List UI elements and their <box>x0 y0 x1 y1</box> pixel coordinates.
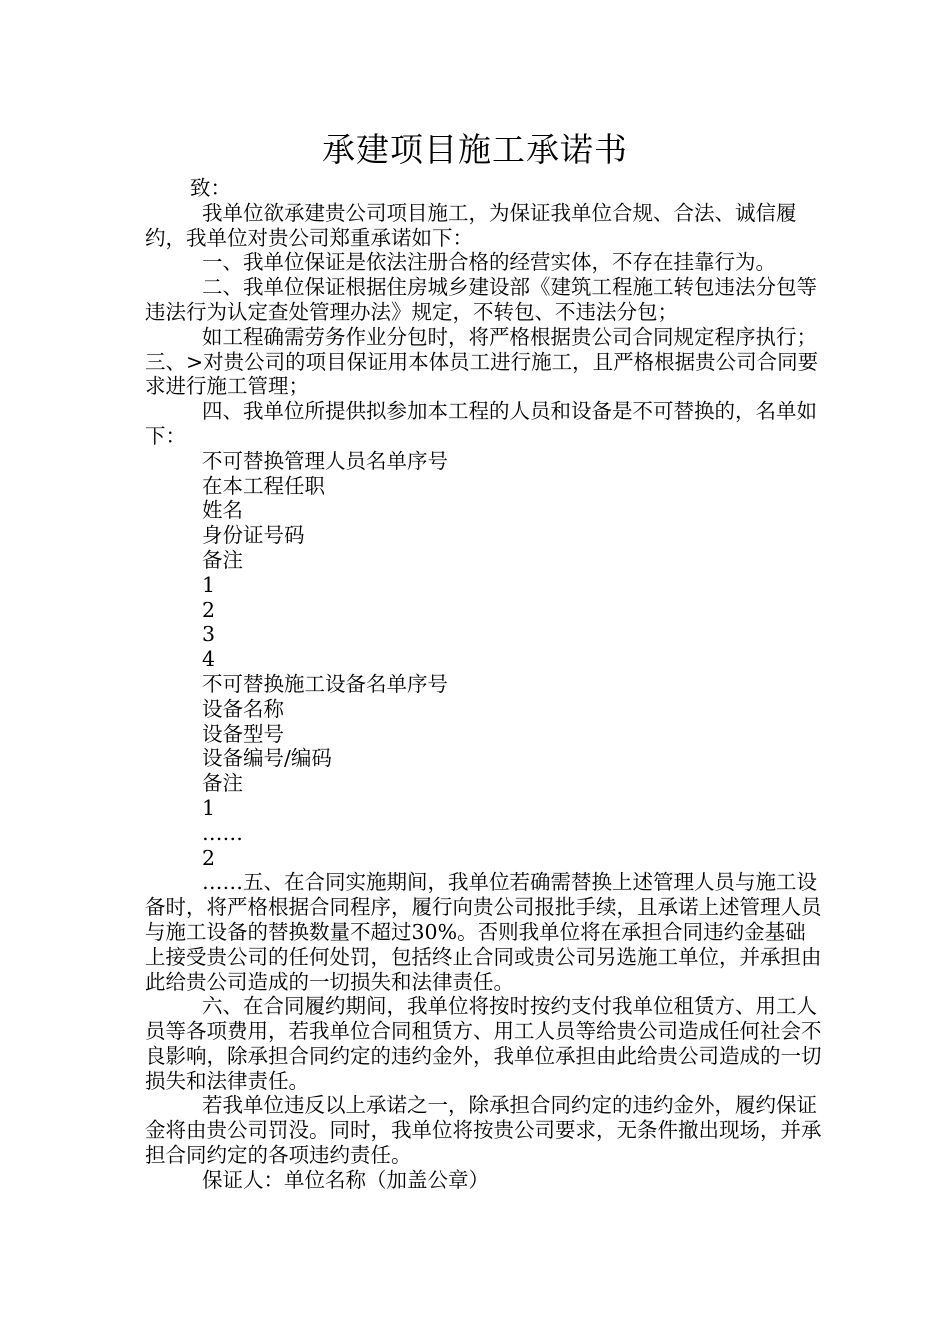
clause-1: 一、我单位保证是依法注册合格的经营实体，不存在挂靠行为。 <box>202 250 776 275</box>
clause-2: 二、我单位保证根据住房城乡建设部《建筑工程施工转包违法分包等违法行为认定查处管理办法》规定，不转包、不违法分包； <box>145 275 817 324</box>
clause-5: ……五、在合同实施期间，我单位若确需替换上述管理人员与施工设备时，将严格根据合同程序，履行向贵公司报批手续，且承诺上述管理人员与施工设备的替换数量不超过30%。否则我单位将在承担合同违约金基础上接受贵公司的任何处罚，包括终止合同或贵公司另选施工单位，并承担由此给贵公司造成的一切损失和法律责任。 <box>145 870 822 994</box>
list-item: 不可替换施工设备名单序号 <box>202 671 448 696</box>
breach-paragraph: 若我单位违反以上承诺之一，除承担合同约定的违约金外，履约保证金将由贵公司罚没。同时，我单位将按贵公司要求，无条件撤出现场，并承担合同约定的各项违约责任。 <box>145 1093 822 1168</box>
guarantor-line: 保证人：单位名称（加盖公章） <box>202 1167 489 1192</box>
list-item: 2 <box>202 597 216 622</box>
page-title: 承建项目施工承诺书 <box>322 130 628 169</box>
list-item: 2 <box>202 845 216 870</box>
clause-6: 六、在合同履约期间，我单位将按时按约支付我单位租赁方、用工人员等各项费用，若我单位合同租赁方、用工人员等给贵公司造成任何社会不良影响，除承担合同约定的违约金外，我单位承担由此给贵公司造成的一切损失和法律责任。 <box>145 994 822 1093</box>
list-item: 设备名称 <box>202 696 284 721</box>
clause-2-continued: 如工程确需劳务作业分包时，将严格根据贵公司合同规定程序执行；三、>对贵公司的项目保证用本体员工进行施工，且严格根据贵公司合同要求进行施工管理； <box>145 324 819 399</box>
list-item: 在本工程任职 <box>202 473 325 498</box>
list-item: 姓名 <box>202 498 243 523</box>
addressee-line: 致： <box>190 176 231 200</box>
list-item: 3 <box>202 622 216 647</box>
intro-paragraph: 我单位欲承建贵公司项目施工，为保证我单位合规、合法、诚信履约，我单位对贵公司郑重承诺如下： <box>145 200 797 250</box>
list-item: 设备编号/编码 <box>202 746 332 771</box>
list-item: 备注 <box>202 771 243 796</box>
list-item: 1 <box>202 795 216 820</box>
clause-4: 四、我单位所提供拟参加本工程的人员和设备是不可替换的，名单如下： <box>145 399 817 448</box>
list-item: 不可替换管理人员名单序号 <box>202 448 448 473</box>
list-item: …… <box>202 820 243 845</box>
list-item: 1 <box>202 572 216 597</box>
list-item: 4 <box>202 647 216 672</box>
list-item: 备注 <box>202 547 243 572</box>
list-item: 设备型号 <box>202 721 284 746</box>
list-item: 身份证号码 <box>202 523 305 548</box>
document-body <box>145 176 825 1193</box>
